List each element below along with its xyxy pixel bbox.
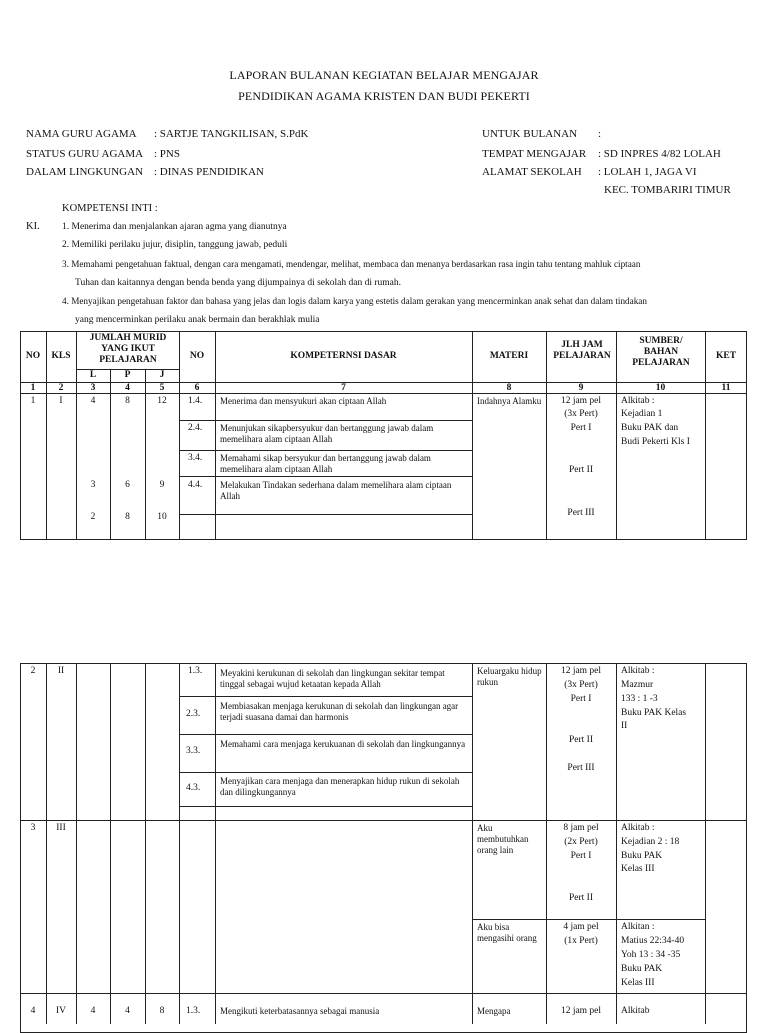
row3-sumber2-1: Alkitan : bbox=[621, 922, 655, 932]
row4-kd-text: Mengikuti keterbatasannya sebagai manusia bbox=[220, 1006, 380, 1016]
col-header-no2: NO bbox=[189, 351, 205, 361]
row1-j3: 10 bbox=[157, 512, 167, 522]
row4-l: 4 bbox=[90, 1006, 96, 1016]
col-num-3: 3 bbox=[90, 383, 96, 393]
ki-item-4-cont: yang mencerminkan perilaku anak bermain dan berakhlak mulia bbox=[75, 315, 320, 325]
row1-p3: 8 bbox=[125, 512, 130, 522]
row1-kd2-no: 2.4. bbox=[188, 423, 203, 433]
kompetensi-heading: KOMPETENSI INTI : bbox=[62, 203, 158, 214]
col-header-jumlah: JUMLAH MURID YANG IKUT PELAJARAN bbox=[89, 333, 167, 365]
col-num-9: 9 bbox=[578, 383, 584, 393]
row3-sumber1-2: Kejadian 2 : 18 bbox=[621, 837, 680, 847]
row2-sumber-5: II bbox=[621, 721, 628, 731]
row1-kd1-no: 1.4. bbox=[188, 396, 203, 406]
ki-item-2: 2. Memiliki perilaku jujur, disiplin, tanggung jawab, peduli bbox=[62, 240, 288, 250]
col-header-p: P bbox=[124, 370, 131, 380]
alamat-value-line2: KEC. TOMBARIRI TIMUR bbox=[604, 184, 731, 196]
lingkungan-value: : DINAS PENDIDIKAN bbox=[154, 166, 264, 178]
tempat-label: TEMPAT MENGAJAR bbox=[482, 148, 587, 160]
row1-kls: I bbox=[59, 396, 63, 406]
col-num-11: 11 bbox=[721, 383, 731, 393]
col-header-no: NO bbox=[25, 351, 41, 361]
col-header-j: J bbox=[159, 370, 165, 380]
row1-jam-2: (3x Pert) bbox=[564, 409, 598, 419]
ki-item-3-cont: Tuhan dan kaitannya dengan benda benda yang dijumpainya di sekolah dan di rumah. bbox=[75, 278, 401, 288]
row1-no: 1 bbox=[30, 396, 36, 406]
row1-j2: 9 bbox=[159, 480, 165, 490]
row2-kd4-text: Menyajikan cara menjaga dan menerapkan hidup rukun di sekolah dan dilingkungannya bbox=[220, 776, 460, 797]
col-num-8: 8 bbox=[506, 383, 512, 393]
row3-no: 3 bbox=[30, 823, 36, 833]
col-num-7: 7 bbox=[341, 383, 346, 393]
row2-jam-3: Pert I bbox=[570, 694, 592, 704]
col-num-10: 10 bbox=[655, 383, 666, 393]
row1-j1: 12 bbox=[157, 396, 167, 406]
row1-materi: Indahnya Alamku bbox=[477, 396, 542, 406]
row3-jam1-2: (2x Pert) bbox=[564, 837, 598, 847]
row1-kd3-no: 3.4. bbox=[188, 453, 203, 463]
nama-guru-value: : SARTJE TANGKILISAN, S.PdK bbox=[154, 128, 309, 140]
row1-sumber-4: Budi Pekerti Kls I bbox=[621, 437, 690, 447]
row3-kls: III bbox=[56, 823, 66, 833]
row3-jam2-2: (1x Pert) bbox=[564, 936, 598, 946]
row2-kd1-no: 1.3. bbox=[188, 666, 203, 676]
row3-materi-2: Aku bisa mengasihi orang bbox=[477, 922, 537, 943]
col-header-ket: KET bbox=[715, 351, 737, 361]
row2-jam-2: (3x Pert) bbox=[564, 680, 598, 690]
status-guru-value: : PNS bbox=[154, 148, 180, 160]
row2-kd2-text: Membiasakan menjaga kerukunan di sekolah dan lingkungan agar terjadi suasana damai dan harmonis bbox=[220, 701, 459, 722]
col-num-2: 2 bbox=[58, 383, 64, 393]
row1-jam-4: Pert II bbox=[568, 465, 593, 475]
nama-guru-label: NAMA GURU AGAMA bbox=[26, 128, 137, 140]
row3-jam1-1: 8 jam pel bbox=[563, 823, 599, 833]
row1-l2: 3 bbox=[90, 480, 96, 490]
ki-item-3: 3. Memahami pengetahuan faktual, dengan cara mengamati, mendengar, melihat, membaca dan menanya berdasarkan rasa ingin tahu tentang mahluk ciptaan bbox=[62, 259, 641, 269]
row4-j: 8 bbox=[159, 1006, 165, 1016]
row1-sumber-2: Kejadian 1 bbox=[621, 409, 663, 419]
alamat-label: ALAMAT SEKOLAH bbox=[482, 166, 582, 178]
row1-sumber-3: Buku PAK dan bbox=[621, 423, 679, 433]
col-header-sumber: SUMBER/ BAHAN PELAJARAN bbox=[632, 336, 690, 368]
row3-jam1-4: Pert II bbox=[568, 893, 593, 903]
row2-sumber-3: 133 : 1 -3 bbox=[621, 694, 658, 704]
col-num-6: 6 bbox=[194, 383, 200, 393]
col-header-kls: KLS bbox=[51, 351, 71, 361]
row1-kd4-text: Melakukan Tindakan sederhana dalam memelihara alam ciptaan Allah bbox=[220, 480, 452, 501]
row3-jam1-3: Pert I bbox=[570, 851, 592, 861]
row4-no: 4 bbox=[30, 1006, 36, 1016]
row1-kd1-text: Menerima dan mensyukuri akan ciptaan Allah bbox=[220, 396, 387, 406]
report-title-line1: LAPORAN BULANAN KEGIATAN BELAJAR MENGAJAR bbox=[229, 68, 539, 82]
row1-jam-5: Pert III bbox=[567, 508, 595, 518]
row3-sumber2-3: Yoh 13 : 34 -35 bbox=[621, 950, 681, 960]
ki-item-4: 4. Menyajikan pengetahuan faktor dan bahasa yang jelas dan logis dalam karya yang estetis dalam gerakan yang mencerminkan anak sehat dan dalam tindakan bbox=[62, 296, 647, 306]
alamat-value: : LOLAH 1, JAGA VI bbox=[598, 166, 697, 178]
row4-kls: IV bbox=[55, 1006, 67, 1016]
row2-jam-1: 12 jam pel bbox=[560, 666, 602, 676]
ki-label: KI. bbox=[26, 221, 40, 232]
col-header-kd: KOMPETERNSI DASAR bbox=[290, 351, 397, 361]
row4-sumber-1: Alkitab bbox=[621, 1006, 650, 1016]
row2-kd2-no: 2.3. bbox=[186, 709, 201, 719]
row1-jam-3: Pert I bbox=[570, 423, 592, 433]
row2-no: 2 bbox=[30, 666, 36, 676]
row2-kd3-text: Memahami cara menjaga kerukuanan di sekolah dan lingkungannya bbox=[220, 739, 466, 749]
row3-sumber2-5: Kelas III bbox=[621, 978, 655, 988]
row3-materi-1: Aku membutuhkan orang lain bbox=[477, 823, 529, 855]
row2-kd4-no: 4.3. bbox=[186, 783, 201, 793]
row4-kd-no: 1.3. bbox=[186, 1006, 201, 1016]
row1-jam-1: 12 jam pel bbox=[560, 396, 602, 406]
bulan-label: UNTUK BULANAN bbox=[482, 128, 578, 140]
row2-sumber-2: Mazmur bbox=[621, 680, 654, 690]
row3-jam2-1: 4 jam pel bbox=[563, 922, 599, 932]
row2-kd1-text: Meyakini kerukunan di sekolah dan lingkungan sekitar tempat tinggal sebagai wujud ketaatan kepada Allah bbox=[220, 668, 445, 689]
tempat-value: : SD INPRES 4/82 LOLAH bbox=[598, 148, 721, 160]
row2-materi: Keluargaku hidup rukun bbox=[477, 666, 542, 687]
report-title-line2: PENDIDIKAN AGAMA KRISTEN DAN BUDI PEKERTI bbox=[238, 89, 530, 103]
row4-jam-1: 12 jam pel bbox=[560, 1006, 602, 1016]
row2-sumber-4: Buku PAK Kelas bbox=[621, 708, 687, 718]
row1-sumber-1: Alkitab : bbox=[621, 396, 655, 406]
col-num-1: 1 bbox=[30, 383, 36, 393]
status-guru-label: STATUS GURU AGAMA bbox=[26, 148, 144, 160]
col-num-5: 5 bbox=[159, 383, 165, 393]
col-header-jam: JLH JAM PELAJARAN bbox=[553, 340, 611, 361]
row1-l1: 4 bbox=[90, 396, 96, 406]
row2-kd3-no: 3.3. bbox=[186, 746, 201, 756]
row2-kls: II bbox=[57, 666, 65, 676]
ki-item-1: 1. Menerima dan menjalankan ajaran agma yang dianutnya bbox=[62, 222, 287, 232]
row1-kd2-text: Menunjukan sikapbersyukur dan bertanggung jawab dalam memelihara alam ciptaan Allah bbox=[220, 423, 434, 444]
row4-p: 4 bbox=[125, 1006, 130, 1016]
row3-sumber1-4: Kelas III bbox=[621, 864, 655, 874]
lingkungan-label: DALAM LINGKUNGAN bbox=[26, 166, 144, 178]
row1-p2: 6 bbox=[125, 480, 130, 490]
row3-sumber1-3: Buku PAK bbox=[621, 851, 663, 861]
row3-sumber2-2: Matius 22:34-40 bbox=[621, 936, 685, 946]
row2-jam-4: Pert II bbox=[568, 735, 593, 745]
col-header-materi: MATERI bbox=[489, 351, 529, 361]
row4-materi: Mengapa bbox=[477, 1006, 511, 1016]
row1-l3: 2 bbox=[90, 512, 96, 522]
row1-kd3-text: Memahami sikap bersyukur dan bertanggung jawab dalam memelihara alam ciptaan Allah bbox=[220, 453, 431, 474]
row3-sumber2-4: Buku PAK bbox=[621, 964, 663, 974]
bulan-value: : bbox=[598, 128, 602, 140]
row2-jam-5: Pert III bbox=[567, 763, 595, 773]
row3-sumber1-1: Alkitab : bbox=[621, 823, 655, 833]
row1-p1: 8 bbox=[125, 396, 130, 406]
row2-sumber-1: Alkitab : bbox=[621, 666, 655, 676]
col-header-l: L bbox=[89, 370, 97, 380]
row1-kd4-no: 4.4. bbox=[188, 480, 203, 490]
col-num-4: 4 bbox=[125, 383, 130, 393]
